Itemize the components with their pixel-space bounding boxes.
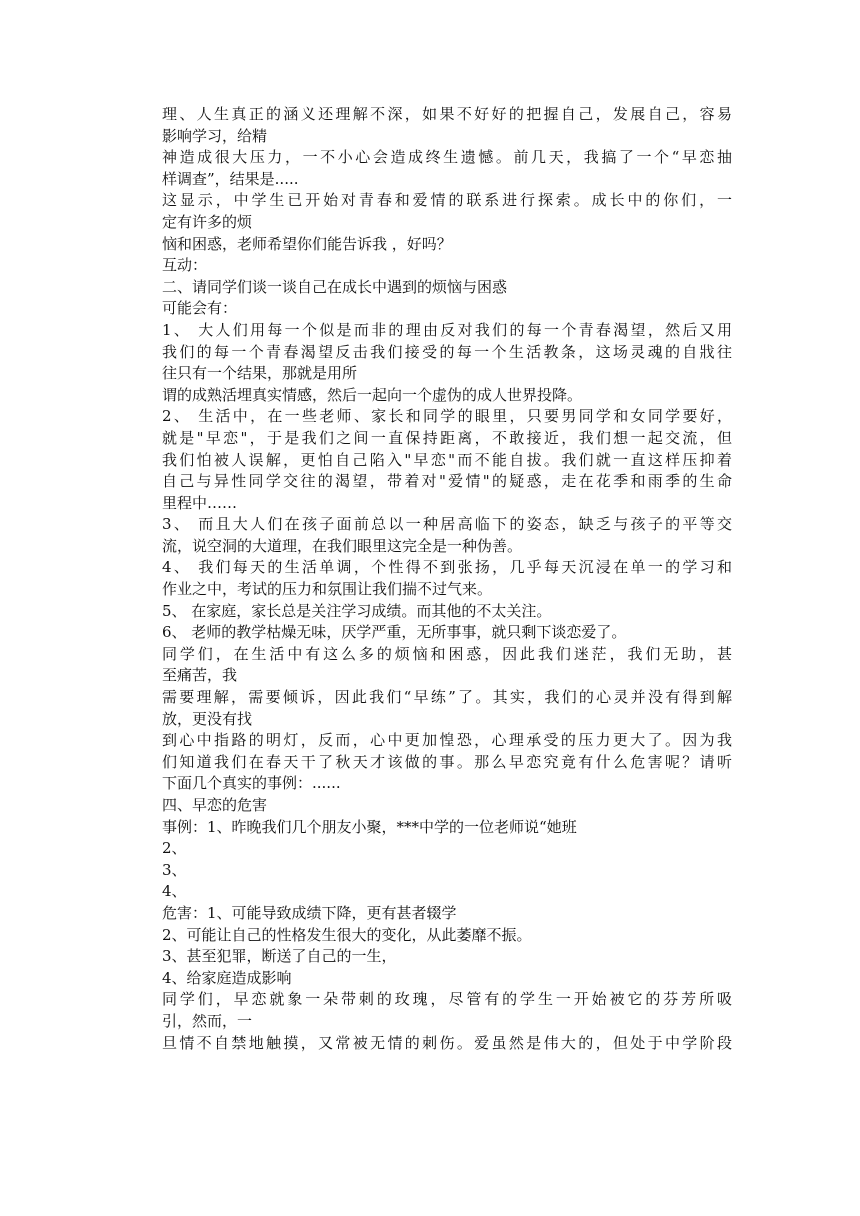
text-line: 2、 生活中，在一些老师、家长和同学的眼里，只要男同学和女同学要好， [162, 407, 732, 426]
text-line: 5、 在家庭，家长总是关注学习成绩。而其他的不太关注。 [162, 601, 552, 620]
text-line: 理、人生真正的涵义还理解不深，如果不好好的把握自己，发展自己，容易 [162, 105, 732, 123]
text-line: 往只有一个结果，那就是用所 [162, 364, 358, 383]
text-line: 们知道我们在春天干了秋天才该做的事。那么早恋究竟有什么危害呢？请听 [162, 752, 732, 771]
text-line: 四、早恋的危害 [162, 796, 268, 814]
text-line: 旦情不自禁地触摸，又常被无情的刺伤。爱虽然是伟大的，但处于中学阶段 [162, 1033, 732, 1052]
text-line: 谓的成熟活埋真实情感，然后一起向一个虚伪的成人世界投降。 [162, 385, 583, 404]
text-line: 神造成很大压力，一不小心会造成终生遗憾。前几天，我搞了一个“早恋抽 [162, 148, 732, 167]
text-line: 我们的每一个青春渴望反击我们接受的每一个生活教条，这场灵魂的自戕往 [162, 342, 732, 361]
text-line: 自己与异性同学交往的渴望，带着对"爱情"的疑惑，走在花季和雨季的生命 [162, 472, 732, 491]
text-line: 恼和困惑，老师希望你们能告诉我 ，好吗？ [162, 234, 452, 253]
text-line: 至痛苦，我 [162, 666, 238, 685]
text-line: 定有许多的烦 [162, 212, 253, 231]
text-line: 下面几个真实的事例：...... [162, 774, 341, 793]
text-line: 样调查”，结果是..... [162, 169, 299, 188]
text-line: 我们怕被人误解，更怕自己陷入"早恋"而不能自拔。我们就一直这样压抑着 [162, 450, 732, 469]
text-line: 作业之中，考试的压力和氛围让我们揣不过气来。 [162, 580, 493, 599]
text-line: 事例：1、昨晚我们几个朋友小聚，***中学的一位老师说“她班 [162, 817, 577, 836]
text-line: 流，说空洞的大道理，在我们眼里这完全是一种伪善。 [162, 536, 523, 555]
text-line: 3、甚至犯罪，断送了自己的一生， [162, 947, 397, 966]
text-line: 二、请同学们谈一谈自己在成长中遇到的烦恼与困惑 [162, 277, 508, 296]
text-line: 3、 而且大人们在孩子面前总以一种居高临下的姿态，缺乏与孩子的平等交 [162, 515, 732, 534]
text-line: 同学们，早恋就象一朵带刺的玫瑰，尽管有的学生一开始被它的芬芳所吸 [162, 990, 732, 1009]
text-line: 1、 大人们用每一个似是而非的理由反对我们的每一个青春渴望，然后又用 [162, 320, 732, 339]
text-line: 放，更没有找 [162, 709, 253, 728]
text-line: 引，然而，一 [162, 1011, 253, 1030]
text-line: 这显示，中学生已开始对青春和爱情的联系进行探索。成长中的你们，一 [162, 191, 732, 210]
text-line: 里程中…… [162, 493, 238, 512]
text-line: 3、 [162, 860, 187, 879]
text-line: 4、 [162, 882, 187, 901]
text-line: 4、 我们每天的生活单调，个性得不到张扬，几乎每天沉浸在单一的学习和 [162, 558, 732, 577]
text-line: 互动： [162, 256, 208, 275]
text-line: 可能会有： [162, 299, 238, 318]
text-line: 2、可能让自己的性格发生很大的变化，从此萎靡不振。 [162, 925, 532, 944]
text-line: 4、给家庭造成影响 [162, 968, 292, 987]
text-line: 影响学习，给精 [162, 126, 268, 145]
text-line: 6、 老师的教学枯燥无味，厌学严重，无所事事，就只剩下谈恋爱了。 [162, 623, 627, 642]
text-line: 需要理解，需要倾诉，因此我们“早练”了。其实，我们的心灵并没有得到解 [162, 688, 732, 707]
document-body [162, 104, 732, 1054]
text-line: 同学们，在生活中有这么多的烦恼和困惑，因此我们迷茫，我们无助，甚 [162, 644, 732, 663]
text-line: 2、 [162, 839, 187, 858]
text-line: 就是"早恋"，于是我们之间一直保持距离，不敢接近，我们想一起交流，但 [162, 428, 732, 447]
text-line: 到心中指路的明灯，反而，心中更加惶恐，心理承受的压力更大了。因为我 [162, 731, 732, 750]
text-line: 危害：1、可能导致成绩下降，更有甚者辍学 [162, 903, 457, 922]
